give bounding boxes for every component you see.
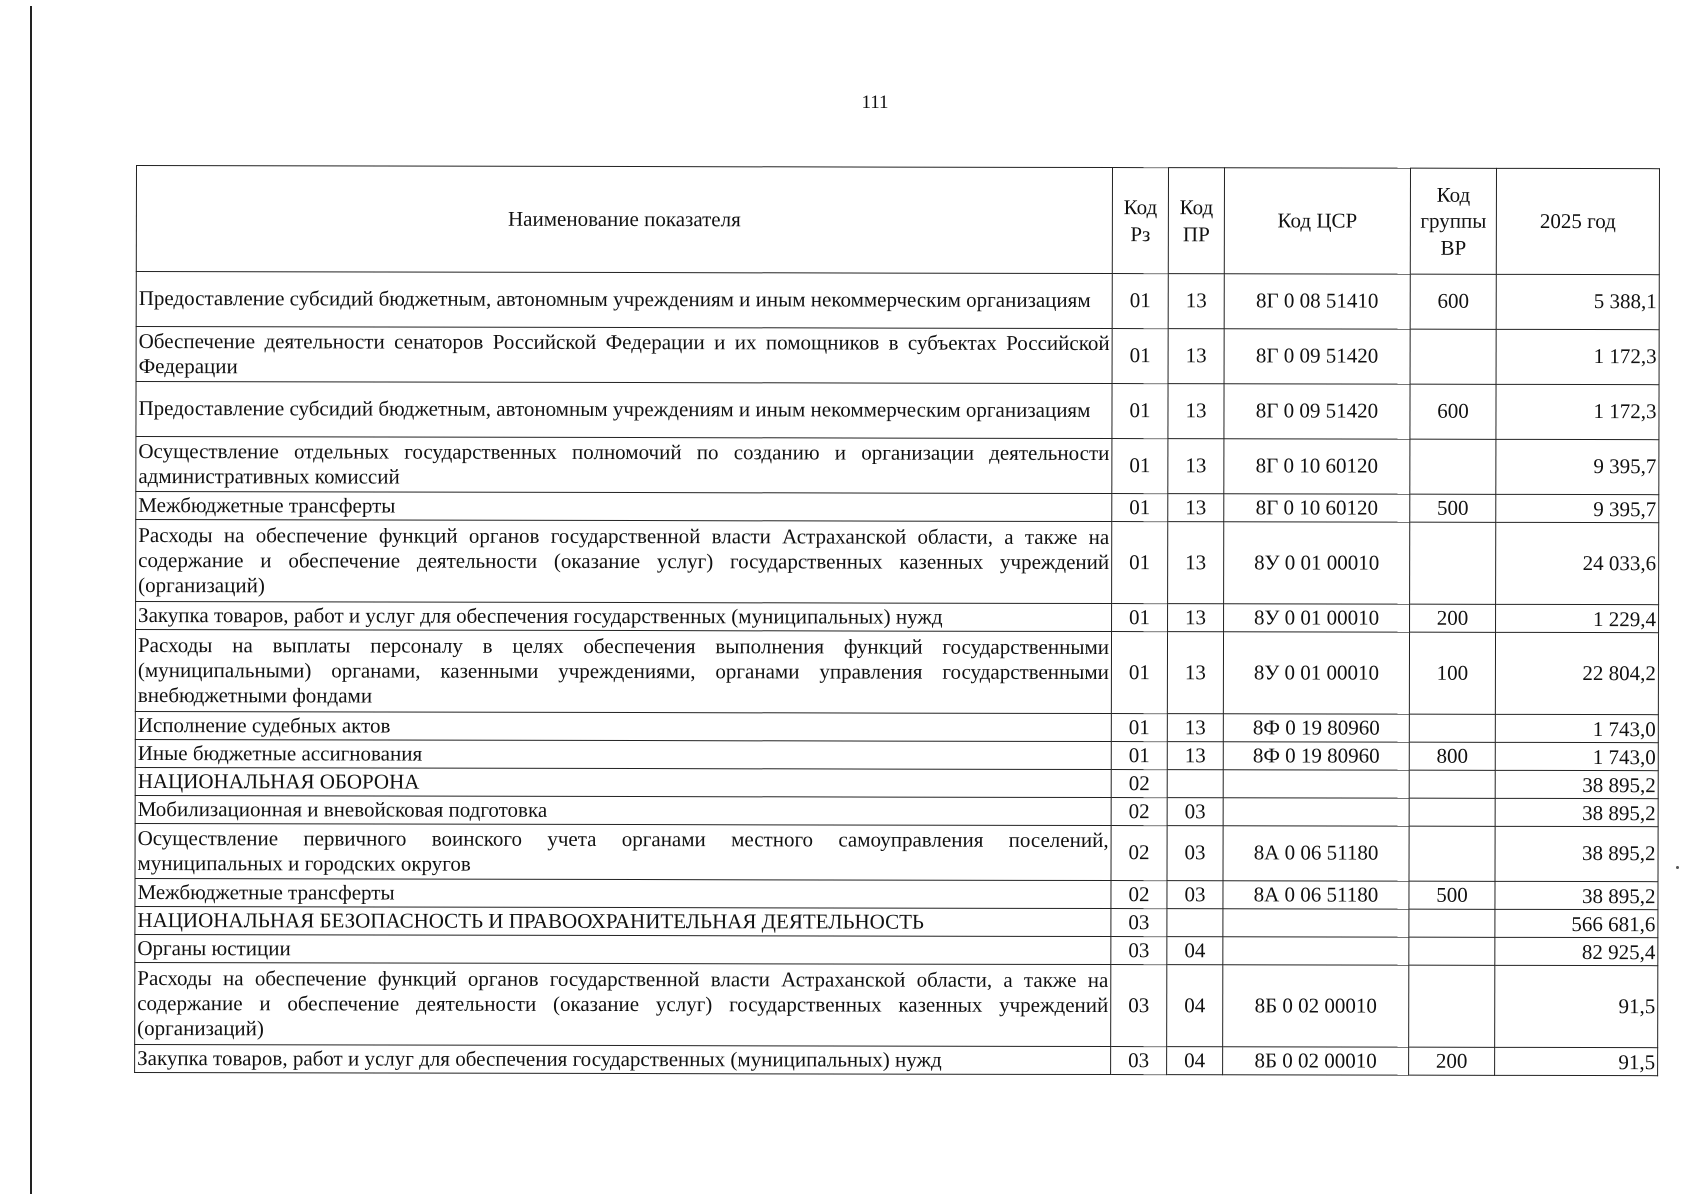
table-row bbox=[135, 739, 1658, 770]
row-pr: 04 bbox=[1167, 965, 1223, 1047]
header-pr: Код ПР bbox=[1168, 168, 1224, 274]
row-csr: 8А 0 06 51180 bbox=[1223, 881, 1409, 909]
row-csr bbox=[1223, 909, 1409, 937]
row-vr bbox=[1409, 965, 1495, 1047]
row-amount: 1 172,3 bbox=[1496, 384, 1659, 439]
table-row bbox=[136, 272, 1659, 330]
row-amount: 38 895,2 bbox=[1495, 798, 1658, 826]
row-pr bbox=[1167, 909, 1223, 937]
row-rz: 01 bbox=[1112, 384, 1168, 439]
row-amount: 1 229,4 bbox=[1496, 604, 1659, 632]
row-rz: 03 bbox=[1111, 1047, 1167, 1075]
row-csr: 8Б 0 02 00010 bbox=[1223, 1047, 1409, 1075]
row-name: Исполнение судебных актов bbox=[135, 711, 1111, 741]
row-vr: 600 bbox=[1410, 274, 1496, 329]
row-pr: 03 bbox=[1167, 798, 1223, 826]
row-name: НАЦИОНАЛЬНАЯ ОБОРОНА bbox=[135, 767, 1111, 797]
row-amount: 38 895,2 bbox=[1495, 770, 1658, 798]
row-name: НАЦИОНАЛЬНАЯ БЕЗОПАСНОСТЬ И ПРАВООХРАНИТЕЛЬНАЯ ДЕЯТЕЛЬНОСТЬ bbox=[135, 906, 1111, 936]
row-pr: 13 bbox=[1168, 384, 1224, 439]
row-vr bbox=[1409, 714, 1495, 742]
row-name: Межбюджетные трансферты bbox=[135, 878, 1111, 908]
row-rz: 01 bbox=[1112, 329, 1168, 384]
row-pr: 13 bbox=[1168, 439, 1224, 494]
header-year: 2025 год bbox=[1496, 168, 1659, 274]
row-pr: 04 bbox=[1167, 937, 1223, 965]
row-csr bbox=[1223, 770, 1409, 798]
row-name: Расходы на обеспечение функций органов государственной власти Астраханской области, а также на содержание и обеспечение деятельности (оказание услуг) государственных казенных учреждений (организаций) bbox=[135, 962, 1111, 1046]
row-vr bbox=[1410, 329, 1496, 384]
budget-table bbox=[134, 165, 1660, 1076]
row-amount: 1 172,3 bbox=[1496, 329, 1659, 384]
row-pr: 13 bbox=[1167, 632, 1223, 714]
row-pr: 03 bbox=[1167, 881, 1223, 909]
row-csr: 8Ф 0 19 80960 bbox=[1223, 742, 1409, 770]
row-rz: 01 bbox=[1112, 604, 1168, 632]
row-amount: 91,5 bbox=[1495, 1047, 1658, 1075]
row-amount: 38 895,2 bbox=[1495, 881, 1658, 909]
scan-dot bbox=[1676, 866, 1679, 869]
row-pr: 13 bbox=[1168, 604, 1224, 632]
table-row bbox=[136, 382, 1659, 440]
row-csr: 8Г 0 08 51410 bbox=[1224, 274, 1410, 329]
row-csr: 8Г 0 09 51420 bbox=[1224, 384, 1410, 439]
row-rz: 02 bbox=[1111, 798, 1167, 826]
table-row bbox=[136, 602, 1659, 633]
row-vr bbox=[1410, 439, 1496, 494]
row-csr: 8У 0 01 00010 bbox=[1224, 522, 1410, 604]
row-vr bbox=[1409, 909, 1495, 937]
row-name: Межбюджетные трансферты bbox=[136, 492, 1112, 522]
header-name: Наименование показателя bbox=[136, 166, 1112, 274]
row-rz: 01 bbox=[1112, 522, 1168, 604]
row-amount: 9 395,7 bbox=[1496, 494, 1659, 522]
row-pr bbox=[1167, 770, 1223, 798]
row-rz: 01 bbox=[1111, 714, 1167, 742]
row-pr: 13 bbox=[1168, 274, 1224, 329]
row-vr: 100 bbox=[1409, 632, 1495, 714]
row-rz: 02 bbox=[1111, 770, 1167, 798]
header-rz: Код Рз bbox=[1112, 168, 1168, 274]
table-row bbox=[135, 630, 1658, 715]
row-csr: 8Б 0 02 00010 bbox=[1223, 965, 1409, 1047]
row-name: Осуществление отдельных государственных полномочий по созданию и организации деятельности административных комиссий bbox=[136, 437, 1112, 494]
row-name: Расходы на обеспечение функций органов государственной власти Астраханской области, а также на содержание и обеспечение деятельности (оказание услуг) государственных казенных учреждений (организаций) bbox=[136, 520, 1112, 604]
row-name: Органы юстиции bbox=[135, 934, 1111, 964]
row-amount: 91,5 bbox=[1495, 965, 1658, 1047]
row-vr: 500 bbox=[1410, 494, 1496, 522]
table-header-row bbox=[136, 166, 1659, 275]
row-vr bbox=[1409, 937, 1495, 965]
row-amount: 82 925,4 bbox=[1495, 937, 1658, 965]
table-row bbox=[135, 1044, 1658, 1075]
row-amount: 5 388,1 bbox=[1496, 274, 1659, 329]
row-amount: 9 395,7 bbox=[1496, 439, 1659, 494]
row-pr: 13 bbox=[1168, 522, 1224, 604]
row-name: Закупка товаров, работ и услуг для обеспечения государственных (муниципальных) нужд bbox=[135, 1044, 1111, 1074]
table-row bbox=[135, 767, 1658, 798]
row-rz: 01 bbox=[1111, 742, 1167, 770]
row-name: Мобилизационная и вневойсковая подготовка bbox=[135, 795, 1111, 825]
row-name: Предоставление субсидий бюджетным, автономным учреждениям и иным некоммерческим организациям bbox=[136, 382, 1112, 439]
row-rz: 01 bbox=[1112, 494, 1168, 522]
row-vr bbox=[1409, 798, 1495, 826]
row-csr: 8Г 0 09 51420 bbox=[1224, 329, 1410, 384]
row-name: Закупка товаров, работ и услуг для обеспечения государственных (муниципальных) нужд bbox=[136, 602, 1112, 632]
row-vr: 600 bbox=[1410, 384, 1496, 439]
row-csr: 8У 0 01 00010 bbox=[1223, 632, 1409, 714]
row-amount: 38 895,2 bbox=[1495, 826, 1658, 881]
row-vr bbox=[1410, 522, 1496, 604]
row-rz: 01 bbox=[1112, 439, 1168, 494]
row-vr: 800 bbox=[1409, 742, 1495, 770]
table-row bbox=[135, 711, 1658, 742]
table-row bbox=[136, 437, 1659, 495]
row-vr: 500 bbox=[1409, 881, 1495, 909]
row-amount: 1 743,0 bbox=[1495, 714, 1658, 742]
row-amount: 1 743,0 bbox=[1495, 742, 1658, 770]
table-row bbox=[135, 906, 1658, 937]
table-row bbox=[136, 327, 1659, 385]
row-pr: 13 bbox=[1168, 494, 1224, 522]
row-vr: 200 bbox=[1410, 604, 1496, 632]
row-rz: 03 bbox=[1111, 965, 1167, 1047]
row-pr: 04 bbox=[1167, 1047, 1223, 1075]
row-rz: 02 bbox=[1111, 826, 1167, 881]
table-row bbox=[136, 492, 1659, 523]
row-csr: 8У 0 01 00010 bbox=[1224, 604, 1410, 632]
scan-edge-line bbox=[30, 6, 32, 1194]
row-name: Расходы на выплаты персоналу в целях обеспечения выполнения функций государственными (муниципальными) органами, казенными учреждениями, органами управления государственными внебюджетными фондами bbox=[135, 630, 1111, 714]
table-row bbox=[135, 962, 1658, 1047]
row-pr: 13 bbox=[1167, 714, 1223, 742]
row-pr: 13 bbox=[1167, 742, 1223, 770]
row-csr: 8Г 0 10 60120 bbox=[1224, 439, 1410, 494]
table-row bbox=[136, 520, 1659, 605]
row-pr: 13 bbox=[1168, 329, 1224, 384]
header-vr: Код группы ВР bbox=[1410, 168, 1496, 274]
row-csr bbox=[1223, 937, 1409, 965]
table-row bbox=[135, 795, 1658, 826]
row-vr bbox=[1409, 826, 1495, 881]
row-csr: 8Ф 0 19 80960 bbox=[1223, 714, 1409, 742]
row-amount: 24 033,6 bbox=[1496, 522, 1659, 604]
row-rz: 01 bbox=[1111, 632, 1167, 714]
row-name: Предоставление субсидий бюджетным, автономным учреждениям и иным некоммерческим организациям bbox=[136, 272, 1112, 329]
row-pr: 03 bbox=[1167, 826, 1223, 881]
table-row bbox=[135, 878, 1658, 909]
row-vr bbox=[1409, 770, 1495, 798]
row-csr: 8Г 0 10 60120 bbox=[1224, 494, 1410, 522]
row-name: Осуществление первичного воинского учета органами местного самоуправления поселений, муниципальных и городских округов bbox=[135, 823, 1111, 880]
table-row bbox=[135, 823, 1658, 881]
row-name: Иные бюджетные ассигнования bbox=[135, 739, 1111, 769]
page-number: 111 bbox=[861, 92, 889, 113]
table-row bbox=[135, 934, 1658, 965]
row-amount: 22 804,2 bbox=[1495, 632, 1658, 714]
row-rz: 02 bbox=[1111, 881, 1167, 909]
row-csr: 8А 0 06 51180 bbox=[1223, 826, 1409, 881]
row-rz: 01 bbox=[1112, 274, 1168, 329]
row-rz: 03 bbox=[1111, 909, 1167, 937]
header-csr: Код ЦСР bbox=[1224, 168, 1410, 274]
row-vr: 200 bbox=[1409, 1047, 1495, 1075]
row-rz: 03 bbox=[1111, 937, 1167, 965]
row-name: Обеспечение деятельности сенаторов Российской Федерации и их помощников в субъектах Российской Федерации bbox=[136, 327, 1112, 384]
row-csr bbox=[1223, 798, 1409, 826]
row-amount: 566 681,6 bbox=[1495, 909, 1658, 937]
